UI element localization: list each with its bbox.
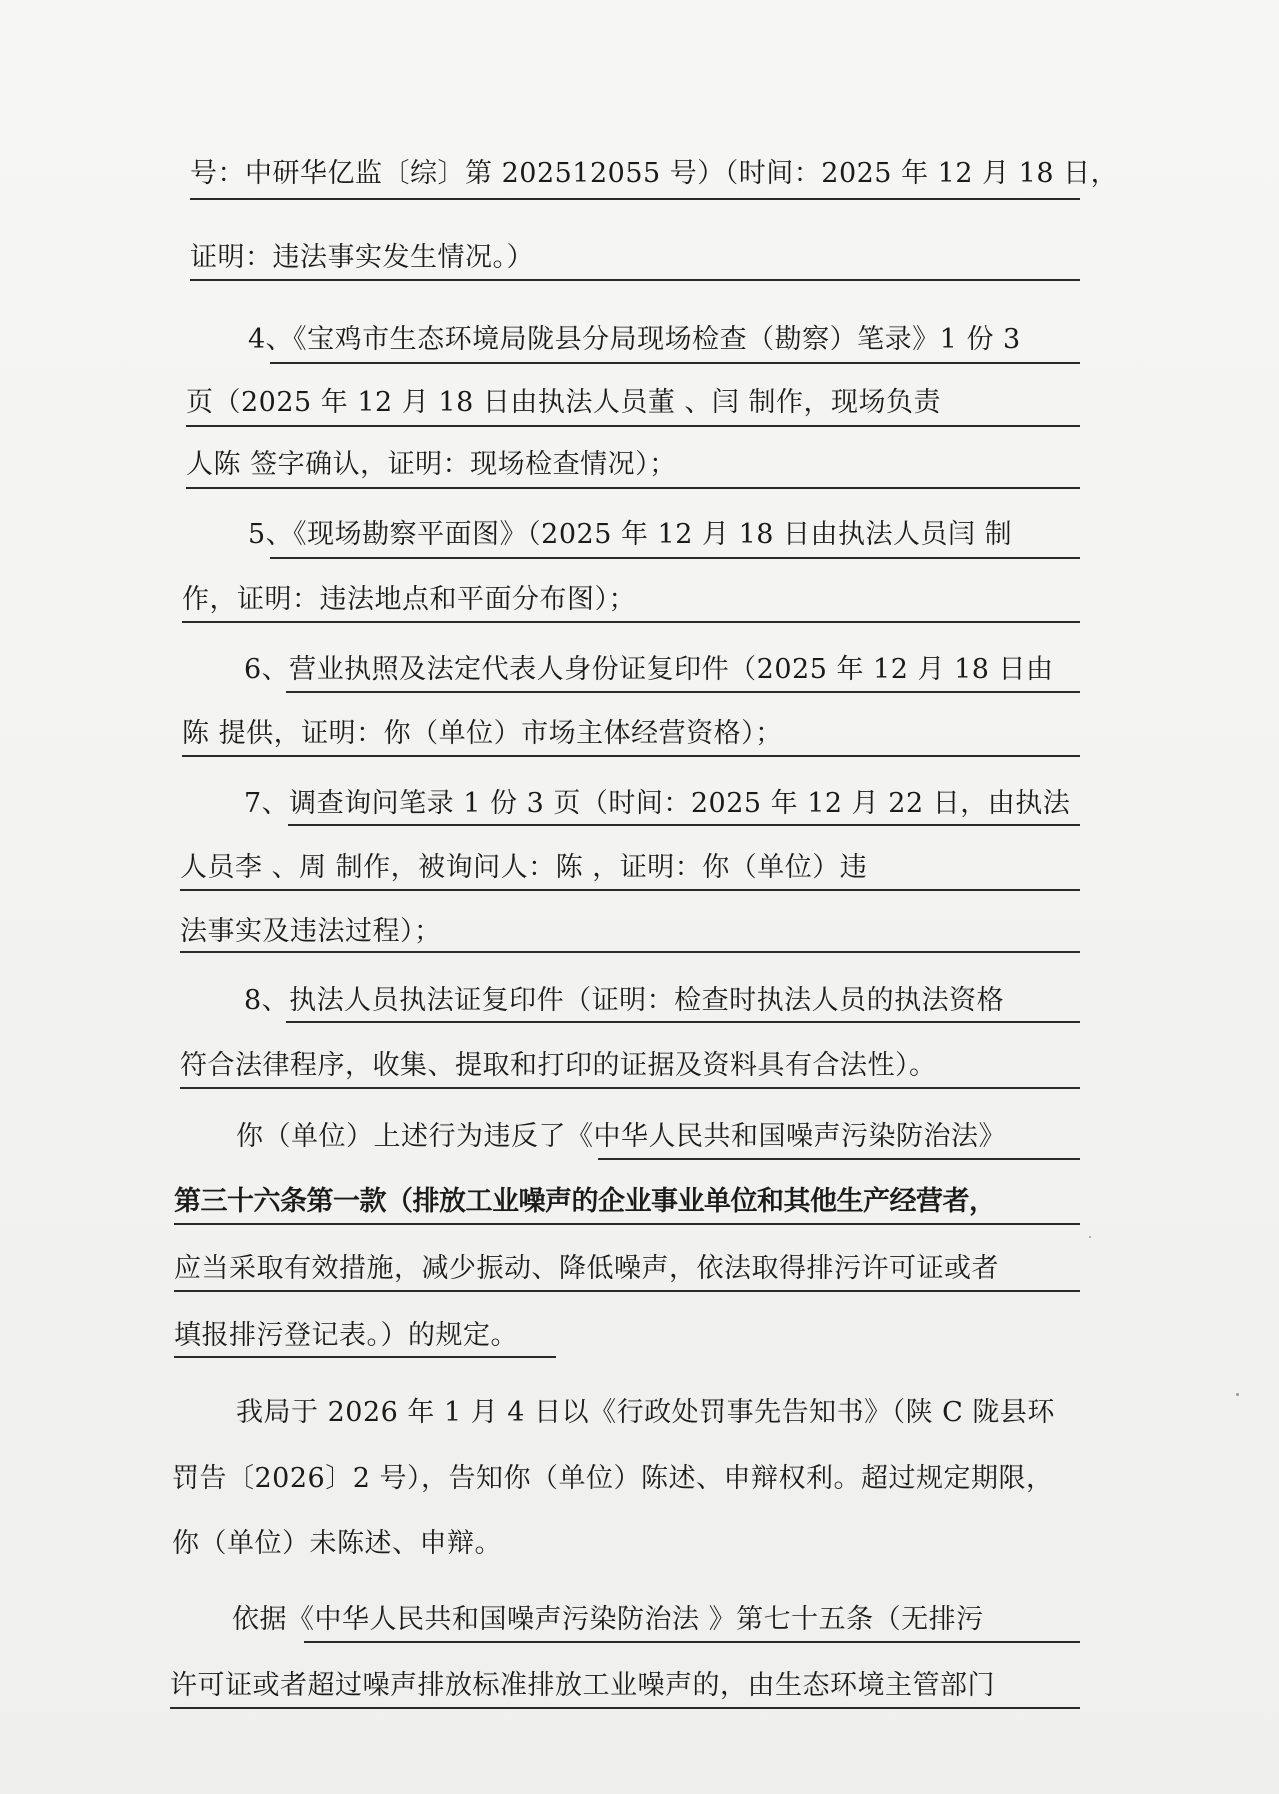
text-line: 7、调查询问笔录 1 份 3 页（时间：2025 年 12 月 22 日，由执法 bbox=[244, 788, 1071, 819]
underline bbox=[170, 1707, 1080, 1709]
text-line: 你（单位）上述行为违反了《中华人民共和国噪声污染防治法》 bbox=[236, 1121, 1006, 1152]
underline bbox=[270, 557, 1080, 559]
text-line: 许可证或者超过噪声排放标准排放工业噪声的，由生态环境主管部门 bbox=[170, 1670, 995, 1701]
text-line: 罚告〔2026〕2 号），告知你（单位）陈述、申辩权利。超过规定期限， bbox=[172, 1463, 1054, 1494]
text-line: 填报排污登记表。）的规定。 bbox=[174, 1320, 518, 1351]
underline bbox=[270, 362, 1080, 364]
underline bbox=[186, 425, 1080, 427]
underline bbox=[180, 951, 1080, 953]
text-line: 号：中研华亿监〔综〕第 202512055 号）（时间：2025 年 12 月 18 日， bbox=[190, 158, 1119, 189]
underline bbox=[190, 279, 1080, 281]
underline bbox=[174, 1290, 1080, 1292]
underline bbox=[182, 621, 1080, 623]
underline bbox=[180, 889, 1080, 891]
text-line: 第三十六条第一款（排放工业噪声的企业事业单位和其他生产经营者， bbox=[174, 1186, 996, 1217]
text-line: 4、《宝鸡市生态环境局陇县分局现场检查（勘察）笔录》1 份 3 bbox=[248, 324, 1021, 355]
underline bbox=[186, 487, 1080, 489]
underline bbox=[286, 691, 1080, 693]
underline bbox=[180, 1087, 1080, 1089]
text-line: 依据《中华人民共和国噪声污染防治法 》第七十五条（无排污 bbox=[232, 1604, 984, 1635]
underline bbox=[598, 1158, 1080, 1160]
text-line: 作，证明：违法地点和平面分布图）； bbox=[182, 584, 636, 615]
underline bbox=[174, 1223, 1080, 1225]
scan-speck bbox=[1236, 1393, 1239, 1396]
underline bbox=[288, 824, 1080, 826]
text-line: 法事实及违法过程）； bbox=[180, 916, 442, 947]
scan-speck bbox=[1089, 1236, 1091, 1238]
text-line: 你（单位）未陈述、申辩。 bbox=[172, 1528, 502, 1559]
text-line: 人陈 签字确认，证明：现场检查情况）； bbox=[186, 449, 677, 480]
text-line: 人员李 、周 制作，被询问人：陈 ，证明：你（单位）违 bbox=[180, 852, 868, 883]
underline bbox=[182, 755, 1080, 757]
underline bbox=[174, 1356, 556, 1358]
text-line: 证明：违法事实发生情况。） bbox=[190, 242, 534, 273]
text-line: 5、《现场勘察平面图》（2025 年 12 月 18 日由执法人员闫 制 bbox=[248, 519, 1013, 550]
text-line: 符合法律程序，收集、提取和打印的证据及资料具有合法性）。 bbox=[180, 1050, 937, 1081]
underline bbox=[190, 198, 1080, 200]
text-line: 8、执法人员执法证复印件（证明：检查时执法人员的执法资格 bbox=[244, 985, 1005, 1016]
underline bbox=[304, 1641, 1080, 1643]
text-line: 应当采取有效措施，减少振动、降低噪声，依法取得排污许可证或者 bbox=[174, 1253, 999, 1284]
text-line: 陈 提供，证明：你（单位）市场主体经营资格）； bbox=[182, 718, 783, 749]
text-line: 我局于 2026 年 1 月 4 日以《行政处罚事先告知书》（陕 C 陇县环 bbox=[236, 1397, 1055, 1428]
text-line: 6、营业执照及法定代表人身份证复印件（2025 年 12 月 18 日由 bbox=[244, 654, 1054, 685]
text-line: 页（2025 年 12 月 18 日由执法人员董 、闫 制作，现场负责 bbox=[186, 387, 942, 418]
underline bbox=[286, 1021, 1080, 1023]
